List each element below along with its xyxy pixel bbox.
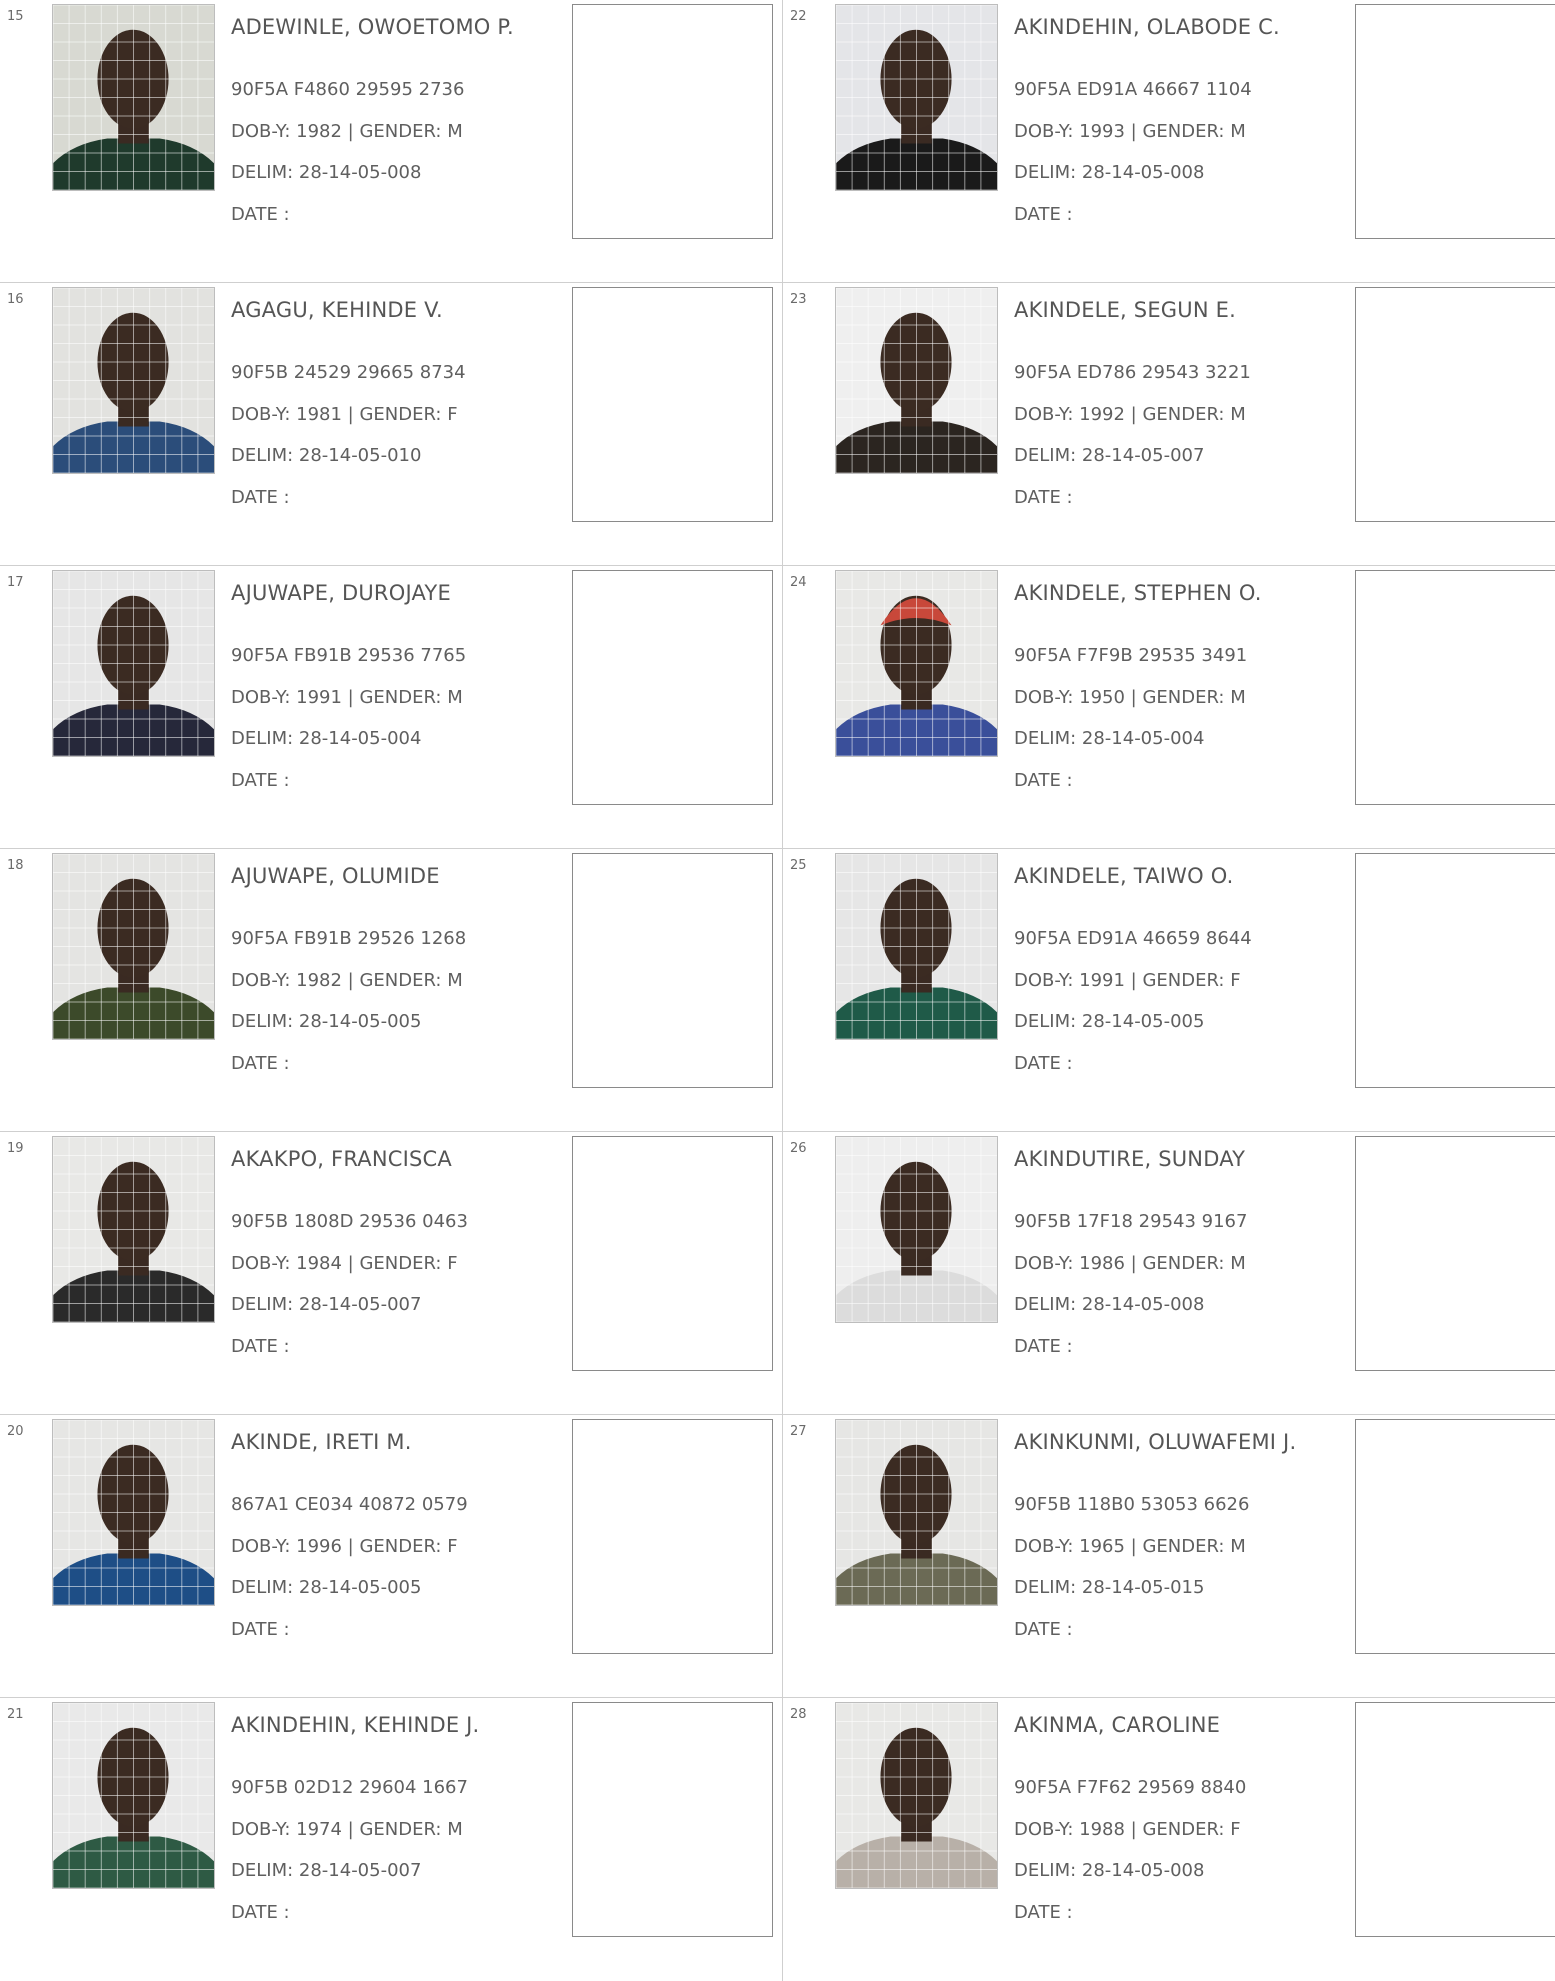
dob-gender-line: DOB-Y: 1950 | GENDER: M xyxy=(1014,687,1246,708)
date-label: DATE : xyxy=(1014,487,1073,508)
voter-id-number: 90F5B 17F18 29543 9167 xyxy=(1014,1211,1248,1232)
voter-photo xyxy=(52,1702,215,1889)
thumbprint-box xyxy=(1355,1136,1555,1371)
dob-gender-line: DOB-Y: 1974 | GENDER: M xyxy=(231,1819,463,1840)
voter-id-number: 90F5B 1808D 29536 0463 xyxy=(231,1211,468,1232)
voter-photo xyxy=(835,1419,998,1606)
voter-entry xyxy=(0,1132,783,1415)
date-label: DATE : xyxy=(1014,1053,1073,1074)
portrait-image xyxy=(836,1420,997,1605)
portrait-image xyxy=(836,571,997,756)
serial-number: 16 xyxy=(7,292,24,307)
dob-gender-line: DOB-Y: 1996 | GENDER: F xyxy=(231,1536,458,1557)
portrait-image xyxy=(836,854,997,1039)
voter-entry xyxy=(783,849,1555,1132)
voter-photo xyxy=(835,853,998,1040)
serial-number: 23 xyxy=(790,292,807,307)
voter-entry xyxy=(0,1698,783,1981)
voter-entry xyxy=(783,566,1555,849)
voter-photo xyxy=(52,570,215,757)
voter-id-number: 90F5A FB91B 29526 1268 xyxy=(231,928,467,949)
thumbprint-box xyxy=(1355,1702,1555,1937)
voter-name: AKINDE, IRETI M. xyxy=(231,1430,412,1454)
voter-entry xyxy=(783,1132,1555,1415)
thumbprint-box xyxy=(572,287,773,522)
delimitation-code: DELIM: 28-14-05-008 xyxy=(1014,162,1205,183)
delimitation-code: DELIM: 28-14-05-008 xyxy=(1014,1294,1205,1315)
dob-gender-line: DOB-Y: 1993 | GENDER: M xyxy=(1014,121,1246,142)
voter-photo xyxy=(835,1702,998,1889)
thumbprint-box xyxy=(1355,1419,1555,1654)
voter-id-number: 90F5B 24529 29665 8734 xyxy=(231,362,466,383)
voter-id-number: 90F5A ED91A 46667 1104 xyxy=(1014,79,1252,100)
dob-gender-line: DOB-Y: 1988 | GENDER: F xyxy=(1014,1819,1241,1840)
voter-photo xyxy=(52,287,215,474)
delimitation-code: DELIM: 28-14-05-004 xyxy=(1014,728,1205,749)
portrait-image xyxy=(53,854,214,1039)
serial-number: 17 xyxy=(7,575,24,590)
voter-entry xyxy=(0,566,783,849)
thumbprint-box xyxy=(572,1702,773,1937)
delimitation-code: DELIM: 28-14-05-007 xyxy=(1014,445,1205,466)
serial-number: 18 xyxy=(7,858,24,873)
voter-name: ADEWINLE, OWOETOMO P. xyxy=(231,15,514,39)
date-label: DATE : xyxy=(231,770,290,791)
voter-name: AKINDELE, TAIWO O. xyxy=(1014,864,1234,888)
delimitation-code: DELIM: 28-14-05-007 xyxy=(231,1860,422,1881)
serial-number: 20 xyxy=(7,1424,24,1439)
delimitation-code: DELIM: 28-14-05-008 xyxy=(231,162,422,183)
voter-id-number: 90F5A F7F9B 29535 3491 xyxy=(1014,645,1248,666)
portrait-image xyxy=(836,5,997,190)
delimitation-code: DELIM: 28-14-05-015 xyxy=(1014,1577,1205,1598)
portrait-image xyxy=(836,1137,997,1322)
voter-photo xyxy=(52,1136,215,1323)
date-label: DATE : xyxy=(1014,770,1073,791)
voter-entry xyxy=(0,0,783,283)
voter-entry xyxy=(783,0,1555,283)
voter-photo xyxy=(52,853,215,1040)
voter-photo xyxy=(835,1136,998,1323)
dob-gender-line: DOB-Y: 1984 | GENDER: F xyxy=(231,1253,458,1274)
voter-entry xyxy=(783,283,1555,566)
voter-name: AJUWAPE, OLUMIDE xyxy=(231,864,440,888)
date-label: DATE : xyxy=(1014,1619,1073,1640)
voter-id-number: 90F5A F7F62 29569 8840 xyxy=(1014,1777,1247,1798)
portrait-image xyxy=(53,5,214,190)
voter-photo xyxy=(52,4,215,191)
voter-photo xyxy=(835,570,998,757)
thumbprint-box xyxy=(1355,287,1555,522)
serial-number: 26 xyxy=(790,1141,807,1156)
dob-gender-line: DOB-Y: 1986 | GENDER: M xyxy=(1014,1253,1246,1274)
serial-number: 15 xyxy=(7,9,24,24)
dob-gender-line: DOB-Y: 1982 | GENDER: M xyxy=(231,121,463,142)
delimitation-code: DELIM: 28-14-05-010 xyxy=(231,445,422,466)
voter-entry xyxy=(783,1698,1555,1981)
dob-gender-line: DOB-Y: 1982 | GENDER: M xyxy=(231,970,463,991)
delimitation-code: DELIM: 28-14-05-008 xyxy=(1014,1860,1205,1881)
thumbprint-box xyxy=(572,570,773,805)
serial-number: 25 xyxy=(790,858,807,873)
voter-name: AKINDUTIRE, SUNDAY xyxy=(1014,1147,1246,1171)
dob-gender-line: DOB-Y: 1965 | GENDER: M xyxy=(1014,1536,1246,1557)
voter-id-number: 90F5B 02D12 29604 1667 xyxy=(231,1777,468,1798)
voter-name: AKINDELE, SEGUN E. xyxy=(1014,298,1236,322)
dob-gender-line: DOB-Y: 1991 | GENDER: F xyxy=(1014,970,1241,991)
date-label: DATE : xyxy=(231,1619,290,1640)
serial-number: 21 xyxy=(7,1707,24,1722)
serial-number: 22 xyxy=(790,9,807,24)
voter-photo xyxy=(835,287,998,474)
voter-name: AGAGU, KEHINDE V. xyxy=(231,298,443,322)
voter-photo xyxy=(52,1419,215,1606)
date-label: DATE : xyxy=(1014,1336,1073,1357)
date-label: DATE : xyxy=(231,1902,290,1923)
portrait-image xyxy=(836,288,997,473)
thumbprint-box xyxy=(572,853,773,1088)
voter-photo xyxy=(835,4,998,191)
date-label: DATE : xyxy=(1014,204,1073,225)
thumbprint-box xyxy=(572,4,773,239)
voter-name: AKINDEHIN, KEHINDE J. xyxy=(231,1713,480,1737)
voter-id-number: 867A1 CE034 40872 0579 xyxy=(231,1494,468,1515)
delimitation-code: DELIM: 28-14-05-005 xyxy=(1014,1011,1205,1032)
dob-gender-line: DOB-Y: 1991 | GENDER: M xyxy=(231,687,463,708)
thumbprint-box xyxy=(572,1136,773,1371)
portrait-image xyxy=(53,571,214,756)
voter-name: AKINDEHIN, OLABODE C. xyxy=(1014,15,1280,39)
voter-entry xyxy=(0,283,783,566)
voter-name: AJUWAPE, DUROJAYE xyxy=(231,581,451,605)
portrait-image xyxy=(53,1420,214,1605)
dob-gender-line: DOB-Y: 1981 | GENDER: F xyxy=(231,404,458,425)
voter-name: AKINKUNMI, OLUWAFEMI J. xyxy=(1014,1430,1297,1454)
thumbprint-box xyxy=(1355,4,1555,239)
portrait-image xyxy=(53,288,214,473)
voter-entry xyxy=(0,1415,783,1698)
voter-name: AKINMA, CAROLINE xyxy=(1014,1713,1221,1737)
date-label: DATE : xyxy=(231,1336,290,1357)
voter-id-number: 90F5A F4860 29595 2736 xyxy=(231,79,465,100)
dob-gender-line: DOB-Y: 1992 | GENDER: M xyxy=(1014,404,1246,425)
thumbprint-box xyxy=(572,1419,773,1654)
serial-number: 27 xyxy=(790,1424,807,1439)
delimitation-code: DELIM: 28-14-05-005 xyxy=(231,1011,422,1032)
delimitation-code: DELIM: 28-14-05-004 xyxy=(231,728,422,749)
portrait-image xyxy=(53,1137,214,1322)
voter-name: AKINDELE, STEPHEN O. xyxy=(1014,581,1262,605)
portrait-image xyxy=(836,1703,997,1888)
date-label: DATE : xyxy=(231,204,290,225)
serial-number: 24 xyxy=(790,575,807,590)
voter-name: AKAKPO, FRANCISCA xyxy=(231,1147,452,1171)
delimitation-code: DELIM: 28-14-05-005 xyxy=(231,1577,422,1598)
thumbprint-box xyxy=(1355,853,1555,1088)
voter-entry xyxy=(783,1415,1555,1698)
thumbprint-box xyxy=(1355,570,1555,805)
portrait-image xyxy=(53,1703,214,1888)
voter-id-number: 90F5A ED786 29543 3221 xyxy=(1014,362,1251,383)
serial-number: 28 xyxy=(790,1707,807,1722)
date-label: DATE : xyxy=(231,487,290,508)
voter-id-number: 90F5A FB91B 29536 7765 xyxy=(231,645,467,666)
voter-id-number: 90F5B 118B0 53053 6626 xyxy=(1014,1494,1250,1515)
voter-id-number: 90F5A ED91A 46659 8644 xyxy=(1014,928,1252,949)
delimitation-code: DELIM: 28-14-05-007 xyxy=(231,1294,422,1315)
date-label: DATE : xyxy=(231,1053,290,1074)
date-label: DATE : xyxy=(1014,1902,1073,1923)
serial-number: 19 xyxy=(7,1141,24,1156)
voter-entry xyxy=(0,849,783,1132)
